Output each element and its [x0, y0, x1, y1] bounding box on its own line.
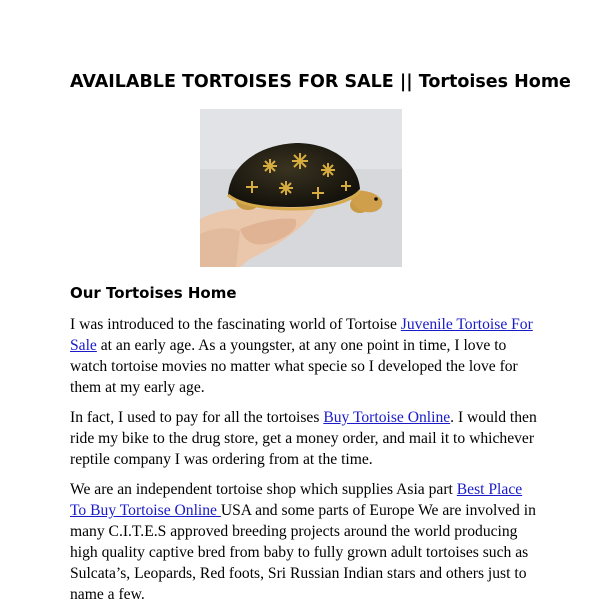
- best-place-link[interactable]: Best Place To Buy Tortoise Online: [70, 481, 523, 519]
- paragraph-text: In fact, I used to pay for all the tortoises: [70, 409, 324, 426]
- paragraph-payment: [70, 407, 540, 470]
- page-title: AVAILABLE TORTOISES FOR SALE || Tortoises Home: [70, 72, 571, 92]
- paragraph-intro: [70, 314, 540, 398]
- section-heading: Our Tortoises Home: [70, 284, 237, 302]
- paragraph-text: . I would then ride my bike to the drug store, get a money order, and mail it to whichever reptile company I was ordering from at the time.: [70, 409, 537, 468]
- paragraph-text: at an early age. As a youngster, at any one point in time, I love to watch tortoise movies no matter what specie so I developed the love for them at my early age.: [70, 337, 518, 396]
- paragraph-text: I was introduced to the fascinating world of Tortoise: [70, 316, 401, 333]
- paragraph-text: USA and some parts of Europe We are involved in many C.I.T.E.S approved breeding projects around the world producing high quality captive bred from baby to fully grown adult tortoises such as Sulcata’s, Leopards, Red foots, Sri Russian Indian stars and others just to name a few.: [70, 502, 536, 603]
- buy-tortoise-online-link[interactable]: Buy Tortoise Online: [323, 409, 451, 426]
- tortoise-in-hand-photo-icon: [200, 109, 402, 267]
- paragraph-text: We are an independent tortoise shop which supplies Asia part: [70, 481, 457, 498]
- tortoise-photo: [200, 109, 402, 267]
- paragraph-shop: [70, 479, 540, 605]
- juvenile-tortoise-link[interactable]: Juvenile Tortoise For Sale: [70, 316, 533, 354]
